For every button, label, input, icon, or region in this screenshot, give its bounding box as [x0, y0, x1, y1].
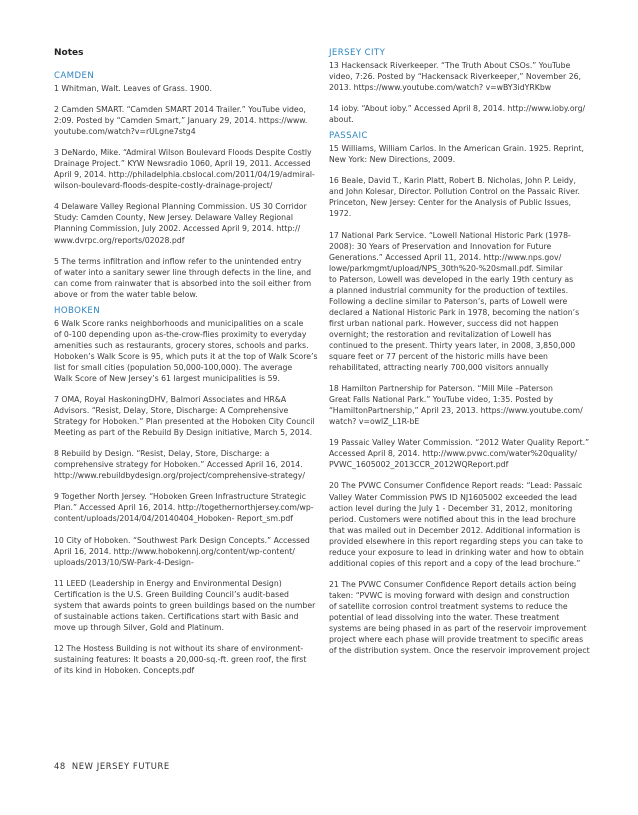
endnote-10: 10 City of Hoboken. “Southwest Park Design Concepts.” Accessed April 16, 2014. http://www.hobokennj.org/content/wp-content/ uploads/2013/10/SW-Park-4-Design- — [54, 535, 310, 567]
right-column — [329, 48, 593, 666]
endnote-5: 5 The terms infiltration and inflow refer to the unintended entry of water into a sanitary sewer line through defects in the line, and can come from rainwater that is absorbed into the soil either from above or from the water table below. — [54, 256, 312, 299]
endnote-17: 17 National Park Service. “Lowell National Historic Park (1978- 2008): 30 Years of Preservation and Innovation for Future Generations.” Accessed April 11, 2014. http://www.nps.gov/ lowe/parkmgmt/upload/NPS_30th%20-%20small.pdf. Similar to Paterson, Lowell was developed in the early 19th century as a planned industrial community for the production of textiles. Following a decline similar to Paterson’s, parts of Lowell were declared a National Historic Park in 1978, becoming the nation’s first urban national park. However, success did not happen overnight; the restoration and revitalization of Lowell has continued to the present. Thirty years later, in 2008, 3,850,000 square feet or 77 percent of the historic mills have been rehabilitated, attracting nearly 700,000 visitors annually — [329, 230, 580, 373]
endnote-7: 7 OMA, Royal HaskoningDHV, Balmori Associates and HR&A Advisors. “Resist, Delay, Store, Discharge: A Comprehensive Strategy for Hoboken.” Plan presented at the Hoboken City Council Meeting as part of the Rebuild By Design initiative, March 5, 2014. — [54, 395, 315, 438]
endnote-19: 19 Passaic Valley Water Commission. “2012 Water Quality Report.” Accessed April 8, 2014. http://www.pvwc.com/water%20quality/ PVWC_1605002_2013CCR_2012WQReport.pdf — [329, 438, 590, 470]
endnote-20: 20 The PVWC Consumer Confidence Report reads: “Lead: Passaic Valley Water Commission PWS ID NJ1605002 exceeded the lead action level during the July 1 - December 31, 2012, monitoring period. Customers were notified about this in the lead brochure that was mailed out in December 2012. Additional information is provided elsewhere in this report regarding steps you can take to reduce your exposure to lead in drinking water and how to obtain additional copies of this report and a copy of the lead brochure.” — [329, 481, 584, 568]
endnote-12: 12 The Hostess Building is not without its share of environment- sustaining features: It boasts a 20,000-sq.-ft. green roof, the first of its kind in Hoboken. Concepts.pdf — [54, 643, 307, 675]
section-heading-hoboken: HOBOKEN — [54, 305, 101, 316]
section-heading-camden: CAMDEN — [54, 71, 95, 81]
left-column — [54, 48, 318, 686]
endnote-2: 2 Camden SMART. “Camden SMART 2014 Trailer.” YouTube video, 2:09. Posted by “Camden Smart,” January 29, 2014. https://www. youtube.com/watch?v=rULgne7stg4 — [54, 105, 308, 137]
publication-name: NEW JERSEY FUTURE — [71, 761, 170, 771]
endnote-1: 1 Whitman, Walt. Leaves of Grass. 1900. — [54, 84, 212, 93]
endnote-14: 14 ioby. “About ioby.” Accessed April 8, 2014. http://www.ioby.org/ about. — [329, 104, 586, 125]
endnote-18: 18 Hamilton Partnership for Paterson. “Mill Mile –Paterson Great Falls National Park.” YouTube video, 1:35. Posted by “HamiltonPartnership,” April 23, 2013. https://www.youtube.com/ watch? v=owlZ_L1R-bE — [329, 384, 583, 427]
notes-title: Notes — [54, 48, 84, 58]
endnote-4: 4 Delaware Valley Regional Planning Commission. US 30 Corridor Study: Camden County, New Jersey. Delaware Valley Regional Planning Commission, July 2002. Accessed April 9, 2014. http:// www.dvrpc.org/reports/02028.pdf — [54, 202, 307, 245]
endnote-15: 15 Williams, William Carlos. In the American Grain. 1925. Reprint, New York: New Directions, 2009. — [329, 144, 585, 165]
endnote-13: 13 Hackensack Riverkeeper. “The Truth About CSOs.” YouTube video, 7:26. Posted by “Hackensack Riverkeeper,” November 26, 2013. https://www.youtube.com/watch? v=wBY3idYRKbw — [329, 61, 582, 93]
endnote-11: 11 LEED (Leadership in Energy and Environmental Design) Certification is the U.S. Green Building Council’s audit-based system that awards points to green buildings based on the number of sustainable actions taken. Certifications start with Basic and move up through Silver, Gold and Platinum. — [54, 578, 316, 632]
page-footer — [54, 761, 170, 771]
section-heading-passaic: PASSAIC — [329, 131, 368, 142]
page-number: 48 — [54, 761, 66, 771]
endnote-6: 6 Walk Score ranks neighborhoods and municipalities on a scale of 0-100 depending upon as-the-crow-flies proximity to everyday amenities such as restaurants, grocery stores, schools and parks. Hoboken’s Walk Score is 95, which puts it at the top of Walk Score’s list for small cities (population 50,000-100,000). The average Walk Score of New Jersey’s 61 largest municipalities is 59. — [54, 318, 318, 383]
endnote-9: 9 Together North Jersey. “Hoboken Green Infrastructure Strategic Plan.” Accessed April 16, 2014. http://togethernorthjersey.com/wp- content/uploads/2014/04/20140404_Hoboken- Report_sm.pdf — [54, 492, 314, 524]
section-heading-jersey-city: JERSEY CITY — [329, 48, 386, 58]
endnote-8: 8 Rebuild by Design. “Resist, Delay, Store, Discharge: a comprehensive strategy for Hoboken.” Accessed April 16, 2014. http://www.rebuildbydesign.org/project/comprehensive-strategy/ — [54, 449, 305, 481]
endnote-21: 21 The PVWC Consumer Confidence Report details action being taken: “PVWC is moving forward with design and construction of satellite corrosion control treatment systems to reduce the potential of lead dissolving into the water. These treatment systems are being phased in as part of the reservoir improvement project where each phase will provide treatment to specific areas of the distribution system. Once the reservoir improvement project — [329, 579, 590, 656]
endnote-3: 3 DeNardo, Mike. “Admiral Wilson Boulevard Floods Despite Costly Drainage Project.” KYW Newsradio 1060, April 19, 2011. Accessed April 9, 2014. http://philadelphia.cbslocal.com/2011/04/19/admiral- wilson-boulevard-floods-despite-costly-drainage-project/ — [54, 148, 315, 191]
endnote-16: 16 Beale, David T., Karin Platt, Robert B. Nicholas, John P. Leidy, and John Kolesar, Director. Pollution Control on the Passaic River. Princeton, New Jersey: Center for the Analysis of Public Issues, 1972. — [329, 176, 581, 219]
